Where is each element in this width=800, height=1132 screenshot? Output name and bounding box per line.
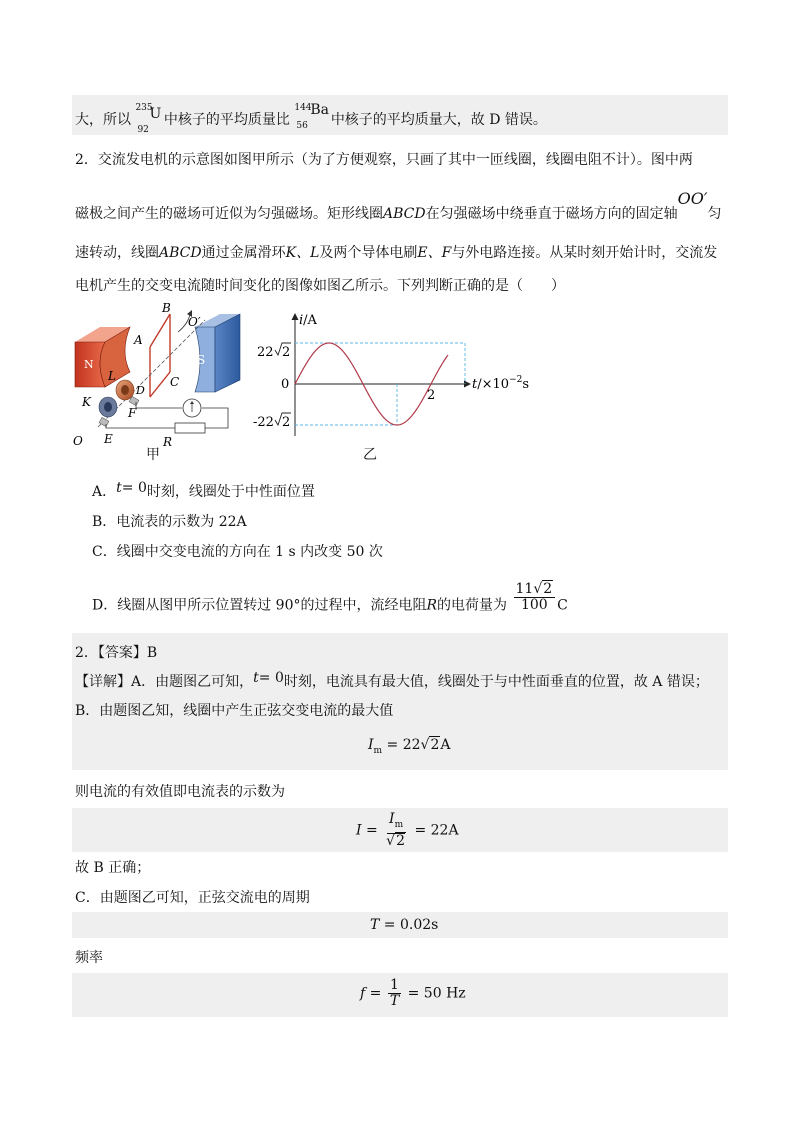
current-time-graph [253,308,530,448]
external-circuit [106,402,228,428]
resistor-r [175,423,205,433]
answer-detail-a: 【详解】A．由题图乙可知，t= 0时刻，电流具有最大值，线圈处于与中性面垂直的位置，故 A 错误； [75,670,709,690]
answer-head: 2．【答案】B [75,645,158,661]
label-n: N [84,358,94,371]
label-e: E [104,432,113,446]
answer-b-correct: 故 B 正确； [75,860,151,876]
label-o: O [73,434,83,448]
prev-answer-line: 大，所以 235 92 U 中核子的平均质量比 144 56 Ba 中核子的平均质量大，故 D 错误。 [75,102,547,135]
question-line-3: 速转动，线圈ABCD通过金属滑环K、L及两个导体电刷E、F与外电路连接。从某时刻开始计时，交流发 [75,245,718,261]
generator-diagram [70,302,260,462]
label-d: D [136,384,145,397]
svg-text:22: 22 [257,345,274,360]
svg-text:2: 2 [282,415,291,430]
answer-b-line: B．由题图乙知，线圈中产生正弦交变电流的最大值 [75,703,394,719]
answer-freq-word: 频率 [75,950,103,966]
uranium-nuclide: 235 92 U [135,103,162,135]
option-d: D．线圈从图甲所示位置转过 90°的过程中，流经电阻R的电荷量为 $\frac{11√2}{100}$ C [92,581,568,614]
formula-eff: I = $\frac{I_m}{√2}$ = 22A [356,811,459,849]
barium-nuclide: 144 56 Ba [294,102,329,131]
formula-period: T = 0.02s [370,917,439,933]
formula-im: $I_m = 22√2A$ [368,737,451,756]
tick-neg-max [253,413,291,430]
label-k: K [82,395,91,409]
brush-e [99,417,109,426]
label-b: B [162,301,171,315]
label-l: L [108,369,116,383]
label-o-prime: O′ [188,315,201,329]
caption-jia: 甲 [146,447,160,463]
option-c: C．线圈中交变电流的方向在 1 s 内改变 50 次 [92,544,383,560]
north-magnet [75,327,130,387]
charge-fraction: $\frac{11√2}{100}$ [514,582,556,613]
x-axis-label: $t/\times 10^{-2}s$ [472,375,530,392]
question-line-1: 2．交流发电机的示意图如图甲所示（为了方便观察，只画了其中一匝线圈，线圈电阻不计）。图中两 [75,152,693,168]
svg-text:2: 2 [282,345,291,360]
coil-abcd [150,314,170,397]
y-axis-label: i/A [299,313,317,328]
answer-eff-line: 则电流的有效值即电流表的示数为 [75,784,285,800]
question-line-2: 磁极之间产生的磁场可近似为匀强磁场。矩形线圈ABCD在匀强磁场中绕垂直于磁场方向的固定轴OO′匀 [75,189,722,222]
tick-zero: 0 [281,377,290,392]
answer-c-line: C．由题图乙可知，正弦交流电的周期 [75,890,310,906]
caption-yi: 乙 [363,447,377,463]
label-a: A [134,333,143,347]
label-r: R [163,435,173,449]
slip-ring-l [116,380,134,400]
slip-ring-k [99,397,117,417]
label-f: F [128,406,137,420]
label-c: C [170,375,180,389]
question-line-4: 电机产生的交变电流随时间变化的图像如图乙所示。下列判断正确的是（ ） [75,278,565,294]
svg-text:-22: -22 [253,415,274,430]
option-a: A．t= 0时刻，线圈处于中性面位置 [92,480,315,500]
tick-x-2: 2 [427,388,436,403]
formula-freq: f = $\frac{1}{T}$ = 50 Hz [360,977,466,1009]
option-b: B．电流表的示数为 22A [92,514,247,530]
tick-pos-max [257,343,291,360]
ammeter [183,399,201,417]
label-s: S [197,353,206,367]
